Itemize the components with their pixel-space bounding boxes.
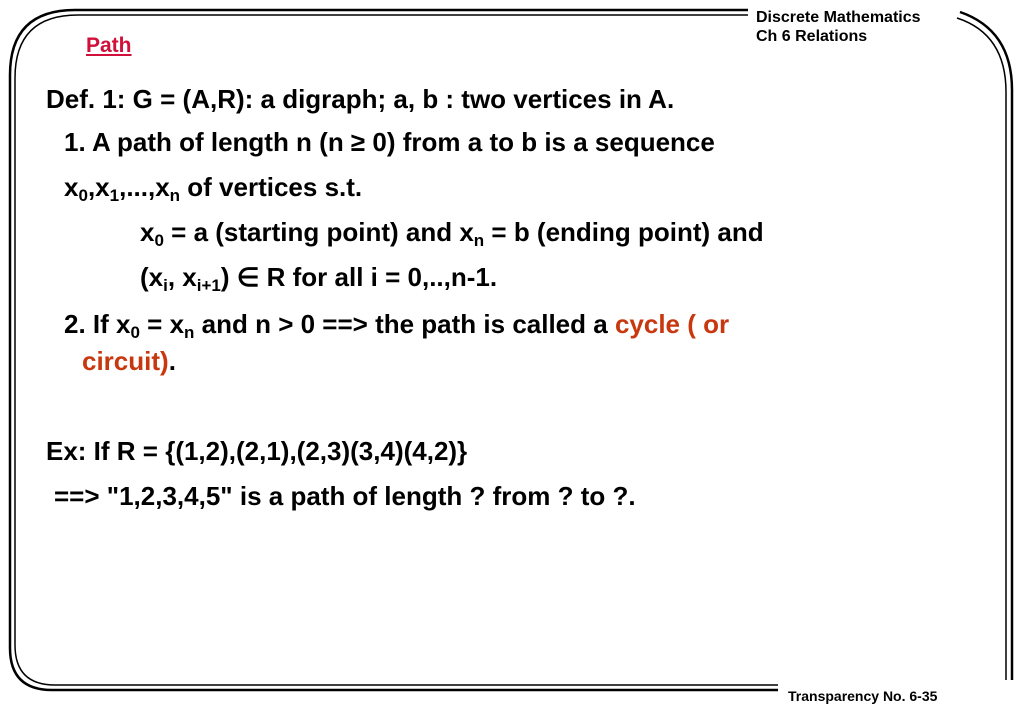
- course-header: [756, 8, 921, 46]
- example-line-2: ==> "1,2,3,4,5" is a path of length ? from ? to ?.: [54, 481, 636, 511]
- definition-line-cycle: 2. If $x_0 = x_n$ and n > 0 ==> the path is called a cycle ( or: [64, 309, 730, 342]
- frame-right-inner: [957, 18, 1006, 680]
- circuit-term: circuit): [82, 346, 169, 376]
- chapter-name: Ch 6 Relations: [756, 28, 868, 45]
- example-line-1: Ex: If R = {(1,2),(2,1),(2,3)(3,4)(4,2)}: [46, 436, 468, 466]
- definition-line-circuit: circuit).: [82, 346, 176, 376]
- definition-line-1: Def. 1: G = (A,R): a digraph; a, b : two vertices in A.: [46, 84, 675, 114]
- definition-line-3: $x_0,x_1,...,x_n$ of vertices s.t.: [64, 172, 363, 205]
- definition-line-2: 1. A path of length n (n ≥ 0) from a to b is a sequence: [64, 127, 715, 157]
- condition-bullet-2: ($x_i$, $x_{i+1}$) ∈ R for all i = 0,..,n-1.: [140, 262, 498, 295]
- frame-right-outer: [960, 12, 1012, 680]
- transparency-number: Transparency No. 6-35: [788, 688, 938, 704]
- cycle-term: cycle ( or: [614, 309, 730, 339]
- course-name: Discrete Mathematics: [756, 9, 921, 26]
- slide-title: Path: [86, 34, 132, 57]
- condition-bullet-1: $x_0 = a$ (starting point) and $x_n = b$ (ending point) and: [140, 217, 764, 250]
